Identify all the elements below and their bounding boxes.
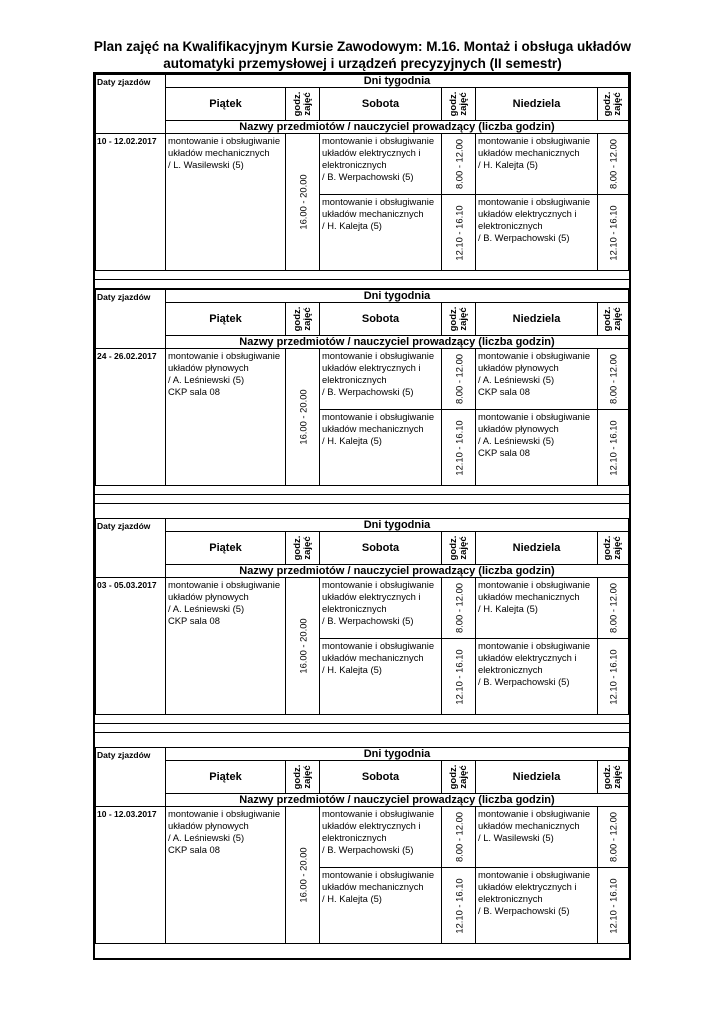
dates-header: Daty zjazdów <box>95 289 166 349</box>
hours-header-sobota <box>441 531 476 565</box>
sunday-subject-1: montowanie i obsługiwanie układów mechanicznych / H. Kalejta (5) <box>475 577 598 639</box>
sunday-hours-2 <box>597 638 629 715</box>
sunday-hours-1-text: 8.00 - 12.00 <box>607 582 619 634</box>
sunday-hours-1-text: 8.00 - 12.00 <box>607 811 619 863</box>
block-separator <box>95 494 629 504</box>
hours-header-niedziela <box>597 302 629 336</box>
friday-hours <box>285 348 320 486</box>
saturday-hours-1 <box>441 133 476 195</box>
saturday-hours-2 <box>441 194 476 271</box>
day-header-piatek: Piątek <box>165 531 286 565</box>
friday-hours <box>285 806 320 944</box>
sunday-hours-2-text: 12.10 - 16.10 <box>607 419 619 476</box>
saturday-hours-2-text: 12.10 - 16.10 <box>453 877 464 934</box>
block-separator <box>95 723 629 733</box>
subjects-header: Nazwy przedmiotów / nauczyciel prowadzący (liczba godzin) <box>165 564 629 578</box>
friday-hours-text: 16.00 - 20.00 <box>297 847 308 903</box>
week-block <box>95 518 629 723</box>
friday-subject: montowanie i obsługiwanie układów płynowych / A. Leśniewski (5) CKP sala 08 <box>165 806 286 944</box>
hours-label: godz. zajęć <box>291 535 313 561</box>
week-block <box>95 747 629 952</box>
friday-hours-text: 16.00 - 20.00 <box>297 618 308 674</box>
saturday-hours-2 <box>441 867 476 944</box>
hours-label: godz. zajęć <box>602 535 623 561</box>
day-header-sobota: Sobota <box>319 531 442 565</box>
day-header-sobota: Sobota <box>319 760 442 794</box>
friday-subject: montowanie i obsługiwanie układów płynowych / A. Leśniewski (5) CKP sala 08 <box>165 348 286 486</box>
sunday-hours-2 <box>597 867 629 944</box>
saturday-hours-1 <box>441 806 476 868</box>
saturday-subject-1: montowanie i obsługiwanie układów elektrycznych i elektronicznych / B. Werpachowski (5) <box>319 806 442 868</box>
hours-label: godz. zajęć <box>291 306 313 332</box>
hours-label: godz. zajęć <box>602 764 623 790</box>
hours-label: godz. zajęć <box>447 764 469 790</box>
friday-hours-text: 16.00 - 20.00 <box>297 389 308 445</box>
saturday-subject-1: montowanie i obsługiwanie układów elektrycznych i elektronicznych / B. Werpachowski (5) <box>319 133 442 195</box>
day-header-niedziela: Niedziela <box>475 760 598 794</box>
hours-header-niedziela <box>597 760 629 794</box>
saturday-hours-1 <box>441 348 476 410</box>
saturday-subject-2: montowanie i obsługiwanie układów mechanicznych / H. Kalejta (5) <box>319 194 442 271</box>
saturday-hours-1-text: 8.00 - 12.00 <box>453 138 464 190</box>
days-header: Dni tygodnia <box>165 518 629 532</box>
sunday-hours-2-text: 12.10 - 16.10 <box>607 648 619 705</box>
sunday-hours-2-text: 12.10 - 16.10 <box>607 204 619 261</box>
subjects-header: Nazwy przedmiotów / nauczyciel prowadzący (liczba godzin) <box>165 335 629 349</box>
subjects-header: Nazwy przedmiotów / nauczyciel prowadzący (liczba godzin) <box>165 120 629 134</box>
sunday-hours-2 <box>597 194 629 271</box>
sunday-subject-2: montowanie i obsługiwanie układów płynowych / A. Leśniewski (5) CKP sala 08 <box>475 409 598 486</box>
week-block <box>95 289 629 494</box>
sunday-hours-1 <box>597 806 629 868</box>
hours-header-piatek <box>285 531 320 565</box>
friday-hours <box>285 133 320 271</box>
day-header-niedziela: Niedziela <box>475 87 598 121</box>
session-date: 10 - 12.03.2017 <box>95 806 166 944</box>
hours-label: godz. zajęć <box>291 764 313 790</box>
hours-label: godz. zajęć <box>447 306 469 332</box>
schedule-table <box>93 72 631 960</box>
hours-header-sobota <box>441 87 476 121</box>
dates-header: Daty zjazdów <box>95 747 166 807</box>
friday-subject: montowanie i obsługiwanie układów mechanicznych / L. Wasilewski (5) <box>165 133 286 271</box>
page-title <box>0 38 725 72</box>
saturday-hours-1-text: 8.00 - 12.00 <box>453 353 464 405</box>
sunday-subject-1: montowanie i obsługiwanie układów mechanicznych / H. Kalejta (5) <box>475 133 598 195</box>
hours-label: godz. zajęć <box>602 306 623 332</box>
hours-header-niedziela <box>597 531 629 565</box>
subjects-header: Nazwy przedmiotów / nauczyciel prowadzący (liczba godzin) <box>165 793 629 807</box>
hours-header-sobota <box>441 760 476 794</box>
hours-header-niedziela <box>597 87 629 121</box>
hours-header-piatek <box>285 87 320 121</box>
title-line-1: Plan zajęć na Kwalifikacyjnym Kursie Zawodowym: M.16. Montaż i obsługa układów <box>93 39 632 54</box>
sunday-subject-2: montowanie i obsługiwanie układów elektrycznych i elektronicznych / B. Werpachowski (5) <box>475 867 598 944</box>
sunday-subject-1: montowanie i obsługiwanie układów mechanicznych / L. Wasilewski (5) <box>475 806 598 868</box>
sunday-hours-1-text: 8.00 - 12.00 <box>607 353 619 405</box>
week-block <box>95 74 629 279</box>
saturday-subject-2: montowanie i obsługiwanie układów mechanicznych / H. Kalejta (5) <box>319 867 442 944</box>
saturday-subject-1: montowanie i obsługiwanie układów elektrycznych i elektronicznych / B. Werpachowski (5) <box>319 348 442 410</box>
day-header-niedziela: Niedziela <box>475 302 598 336</box>
saturday-hours-2-text: 12.10 - 16.10 <box>453 419 464 476</box>
friday-hours-text: 16.00 - 20.00 <box>297 174 308 230</box>
hours-label: godz. zajęć <box>291 91 313 117</box>
sunday-hours-1-text: 8.00 - 12.00 <box>607 138 619 190</box>
sunday-hours-2 <box>597 409 629 486</box>
saturday-hours-2 <box>441 638 476 715</box>
saturday-subject-2: montowanie i obsługiwanie układów mechanicznych / H. Kalejta (5) <box>319 638 442 715</box>
friday-subject: montowanie i obsługiwanie układów płynowych / A. Leśniewski (5) CKP sala 08 <box>165 577 286 715</box>
sunday-subject-2: montowanie i obsługiwanie układów elektrycznych i elektronicznych / B. Werpachowski (5) <box>475 194 598 271</box>
session-date: 24 - 26.02.2017 <box>95 348 166 486</box>
sunday-subject-2: montowanie i obsługiwanie układów elektrycznych i elektronicznych / B. Werpachowski (5) <box>475 638 598 715</box>
saturday-subject-2: montowanie i obsługiwanie układów mechanicznych / H. Kalejta (5) <box>319 409 442 486</box>
saturday-hours-2 <box>441 409 476 486</box>
day-header-piatek: Piątek <box>165 760 286 794</box>
title-line-2: automatyki przemysłowej i urządzeń precyzyjnych (II semestr) <box>163 56 562 71</box>
saturday-hours-1-text: 8.00 - 12.00 <box>453 582 464 634</box>
sunday-hours-1 <box>597 348 629 410</box>
saturday-hours-1-text: 8.00 - 12.00 <box>453 811 464 863</box>
sunday-hours-1 <box>597 133 629 195</box>
days-header: Dni tygodnia <box>165 74 629 88</box>
session-date: 03 - 05.03.2017 <box>95 577 166 715</box>
hours-label: godz. zajęć <box>602 91 623 117</box>
dates-header: Daty zjazdów <box>95 518 166 578</box>
saturday-hours-1 <box>441 577 476 639</box>
hours-label: godz. zajęć <box>447 535 469 561</box>
days-header: Dni tygodnia <box>165 747 629 761</box>
day-header-niedziela: Niedziela <box>475 531 598 565</box>
sunday-hours-1 <box>597 577 629 639</box>
days-header: Dni tygodnia <box>165 289 629 303</box>
hours-label: godz. zajęć <box>447 91 469 117</box>
saturday-hours-2-text: 12.10 - 16.10 <box>453 204 464 261</box>
hours-header-piatek <box>285 302 320 336</box>
hours-header-sobota <box>441 302 476 336</box>
saturday-hours-2-text: 12.10 - 16.10 <box>453 648 464 705</box>
sunday-hours-2-text: 12.10 - 16.10 <box>607 877 619 934</box>
friday-hours <box>285 577 320 715</box>
dates-header: Daty zjazdów <box>95 74 166 134</box>
day-header-sobota: Sobota <box>319 87 442 121</box>
session-date: 10 - 12.02.2017 <box>95 133 166 271</box>
day-header-piatek: Piątek <box>165 87 286 121</box>
day-header-sobota: Sobota <box>319 302 442 336</box>
day-header-piatek: Piątek <box>165 302 286 336</box>
hours-header-piatek <box>285 760 320 794</box>
saturday-subject-1: montowanie i obsługiwanie układów elektrycznych i elektronicznych / B. Werpachowski (5) <box>319 577 442 639</box>
sunday-subject-1: montowanie i obsługiwanie układów płynowych / A. Leśniewski (5) CKP sala 08 <box>475 348 598 410</box>
block-separator <box>95 279 629 289</box>
